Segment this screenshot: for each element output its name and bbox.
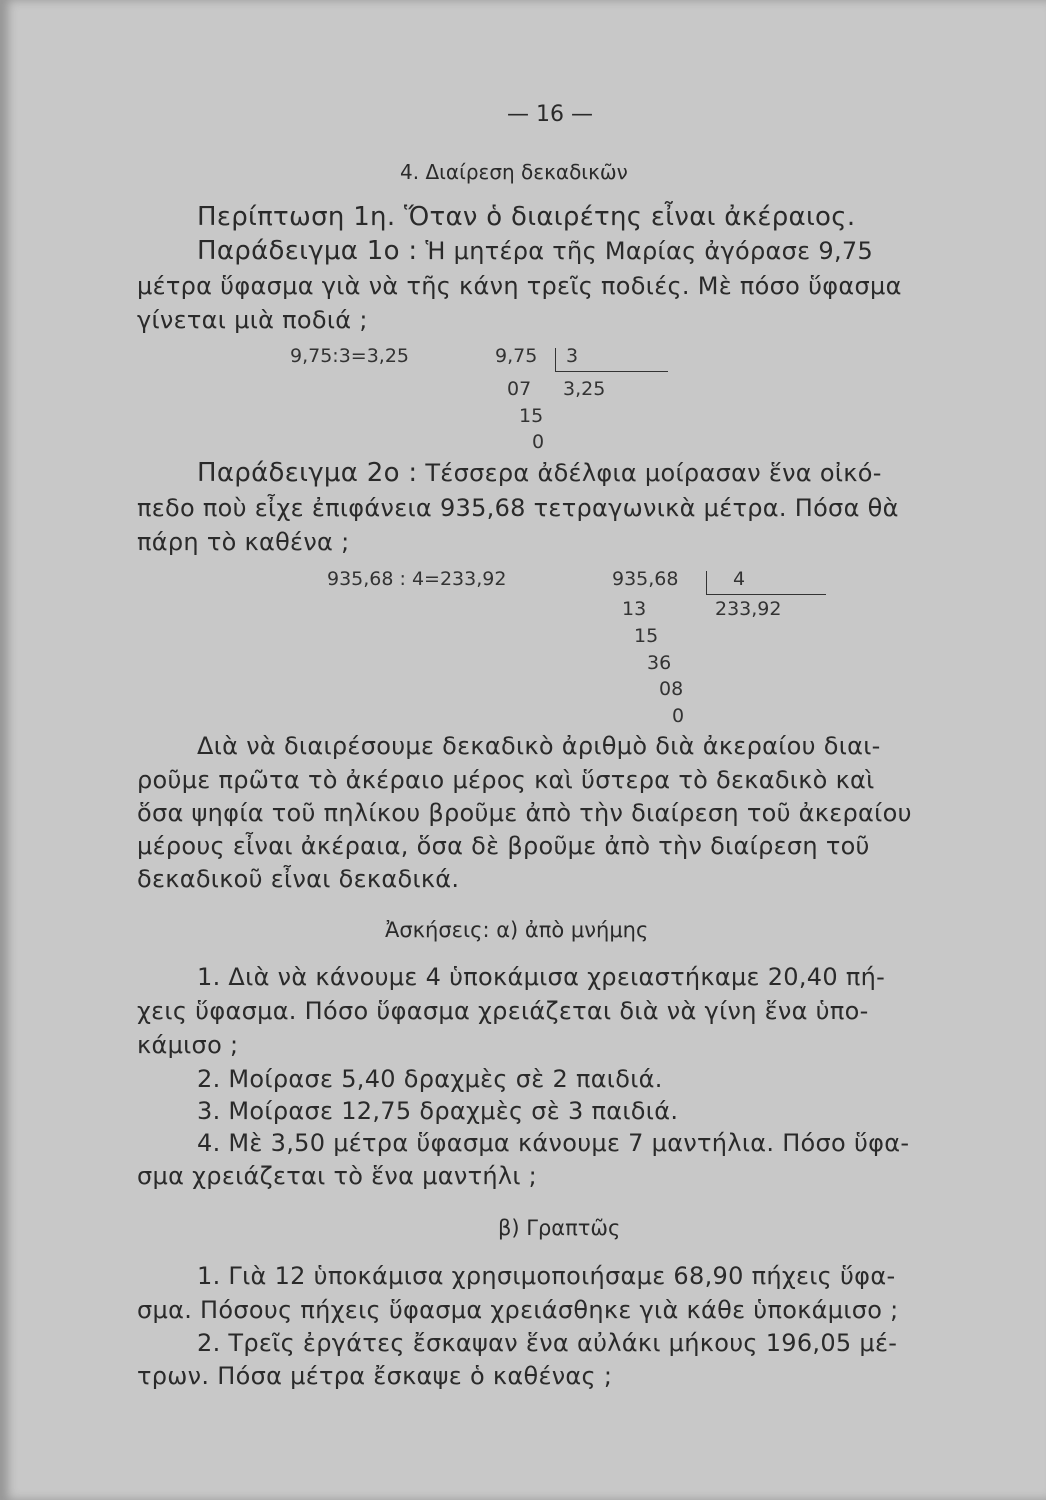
section-title: 4. Διαίρεση δεκαδικῶν (400, 160, 628, 184)
example2-step: 13 (622, 598, 647, 620)
oral-exercise-line: 2. Μοίρασε 5,40 δραχμὲς σὲ 2 παιδιά. (197, 1065, 663, 1093)
example1-label: Παράδειγμα 1ο : (197, 236, 418, 266)
written-exercises-title: β) Γραπτῶς (498, 1216, 621, 1240)
case-heading (197, 202, 855, 232)
example2-equation: 935,68 : 4=233,92 (327, 568, 507, 590)
rule-line: μέρους εἶναι ἀκέραια, ὅσα δὲ βροῦμε ἀπὸ τὴν διαίρεση τοῦ (137, 832, 870, 860)
example1-divisor: 3 (566, 345, 579, 367)
rule-line: ροῦμε πρῶτα τὸ ἀκέραιο μέρος καὶ ὕστερα τὸ δεκαδικὸ καὶ (137, 766, 875, 794)
example2-divisor-rule (706, 594, 826, 595)
example2-line-1: πεδο ποὺ εἶχε ἐπιφάνεια 935,68 τετραγωνικὰ μέτρα. Πόσα θὰ (137, 494, 899, 522)
example1-step: 0 (532, 431, 545, 453)
example1-step: 07 (507, 378, 532, 400)
written-exercise-line: 2. Τρεῖς ἐργάτες ἔσκαψαν ἕνα αὐλάκι μήκους 196,05 μέ- (197, 1329, 898, 1357)
oral-exercise-line: 1. Διὰ νὰ κάνουμε 4 ὑποκάμισα χρειαστήκαμε 20,40 πή- (197, 963, 886, 991)
example1-division-bar (555, 348, 556, 372)
oral-exercise-line: χεις ὕφασμα. Πόσο ὕφασμα χρειάζεται διὰ νὰ γίνη ἕνα ὑπο- (137, 997, 869, 1025)
rule-line: Διὰ νὰ διαιρέσουμε δεκαδικὸ ἀριθμὸ διὰ ἀκεραίου διαι- (197, 732, 881, 760)
oral-exercises-title: Ἀσκήσεις: α) ἀπὸ μνήμης (385, 918, 649, 942)
example2-divisor: 4 (733, 568, 746, 590)
example1-dividend: 9,75 (495, 345, 538, 367)
oral-exercise-line: σμα χρειάζεται τὸ ἕνα μαντήλι ; (137, 1162, 538, 1190)
oral-exercise-line: 4. Μὲ 3,50 μέτρα ὕφασμα κάνουμε 7 μαντήλια. Πόσο ὕφα- (197, 1129, 910, 1157)
example1-quotient: 3,25 (563, 378, 606, 400)
example1-line-0: Ἡ μητέρα τῆς Μαρίας ἀγόρασε 9,75 (425, 237, 874, 265)
written-exercise-line: 1. Γιὰ 12 ὑποκάμισα χρησιμοποιήσαμε 68,90 πήχεις ὕφα- (197, 1262, 896, 1290)
example2-label: Παράδειγμα 2ο : (197, 458, 418, 488)
example2-dividend: 935,68 (612, 568, 679, 590)
rule-line: δεκαδικοῦ εἶναι δεκαδικά. (137, 865, 460, 893)
example2-line-0: Τέσσερα ἀδέλφια μοίρασαν ἕνα οἰκό- (425, 459, 882, 487)
page-number: — 16 — (507, 102, 593, 127)
example1-line-2: γίνεται μιὰ ποδιά ; (137, 306, 368, 334)
oral-exercise-line: 3. Μοίρασε 12,75 δραχμὲς σὲ 3 παιδιά. (197, 1097, 679, 1125)
example1-first-line (197, 236, 873, 266)
example1-divisor-rule (555, 371, 668, 372)
example1-equation: 9,75:3=3,25 (290, 345, 410, 367)
written-exercise-line: τρων. Πόσα μέτρα ἔσκαψε ὁ καθένας ; (137, 1362, 613, 1390)
example2-first-line (197, 458, 882, 488)
example2-step: 08 (659, 678, 684, 700)
example2-division-bar (706, 571, 707, 595)
rule-line: ὅσα ψηφία τοῦ πηλίκου βροῦμε ἀπὸ τὴν διαίρεση τοῦ ἀκεραίου (137, 799, 912, 827)
example2-quotient: 233,92 (715, 598, 782, 620)
example2-line-2: πάρη τὸ καθένα ; (137, 528, 350, 556)
example2-step: 0 (672, 705, 685, 727)
example2-step: 36 (647, 652, 672, 674)
example2-step: 15 (634, 625, 659, 647)
case-label: Περίπτωση 1η. (197, 202, 396, 232)
example1-line-1: μέτρα ὕφασμα γιὰ νὰ τῆς κάνη τρεῖς ποδιές. Μὲ πόσο ὕφασμα (137, 272, 902, 300)
written-exercise-line: σμα. Πόσους πήχεις ὕφασμα χρειάσθηκε γιὰ κάθε ὑποκάμισο ; (137, 1296, 899, 1324)
case-text: Ὅταν ὁ διαιρέτης εἶναι ἀκέραιος. (403, 202, 856, 232)
example1-step: 15 (519, 405, 544, 427)
oral-exercise-line: κάμισο ; (137, 1031, 239, 1059)
